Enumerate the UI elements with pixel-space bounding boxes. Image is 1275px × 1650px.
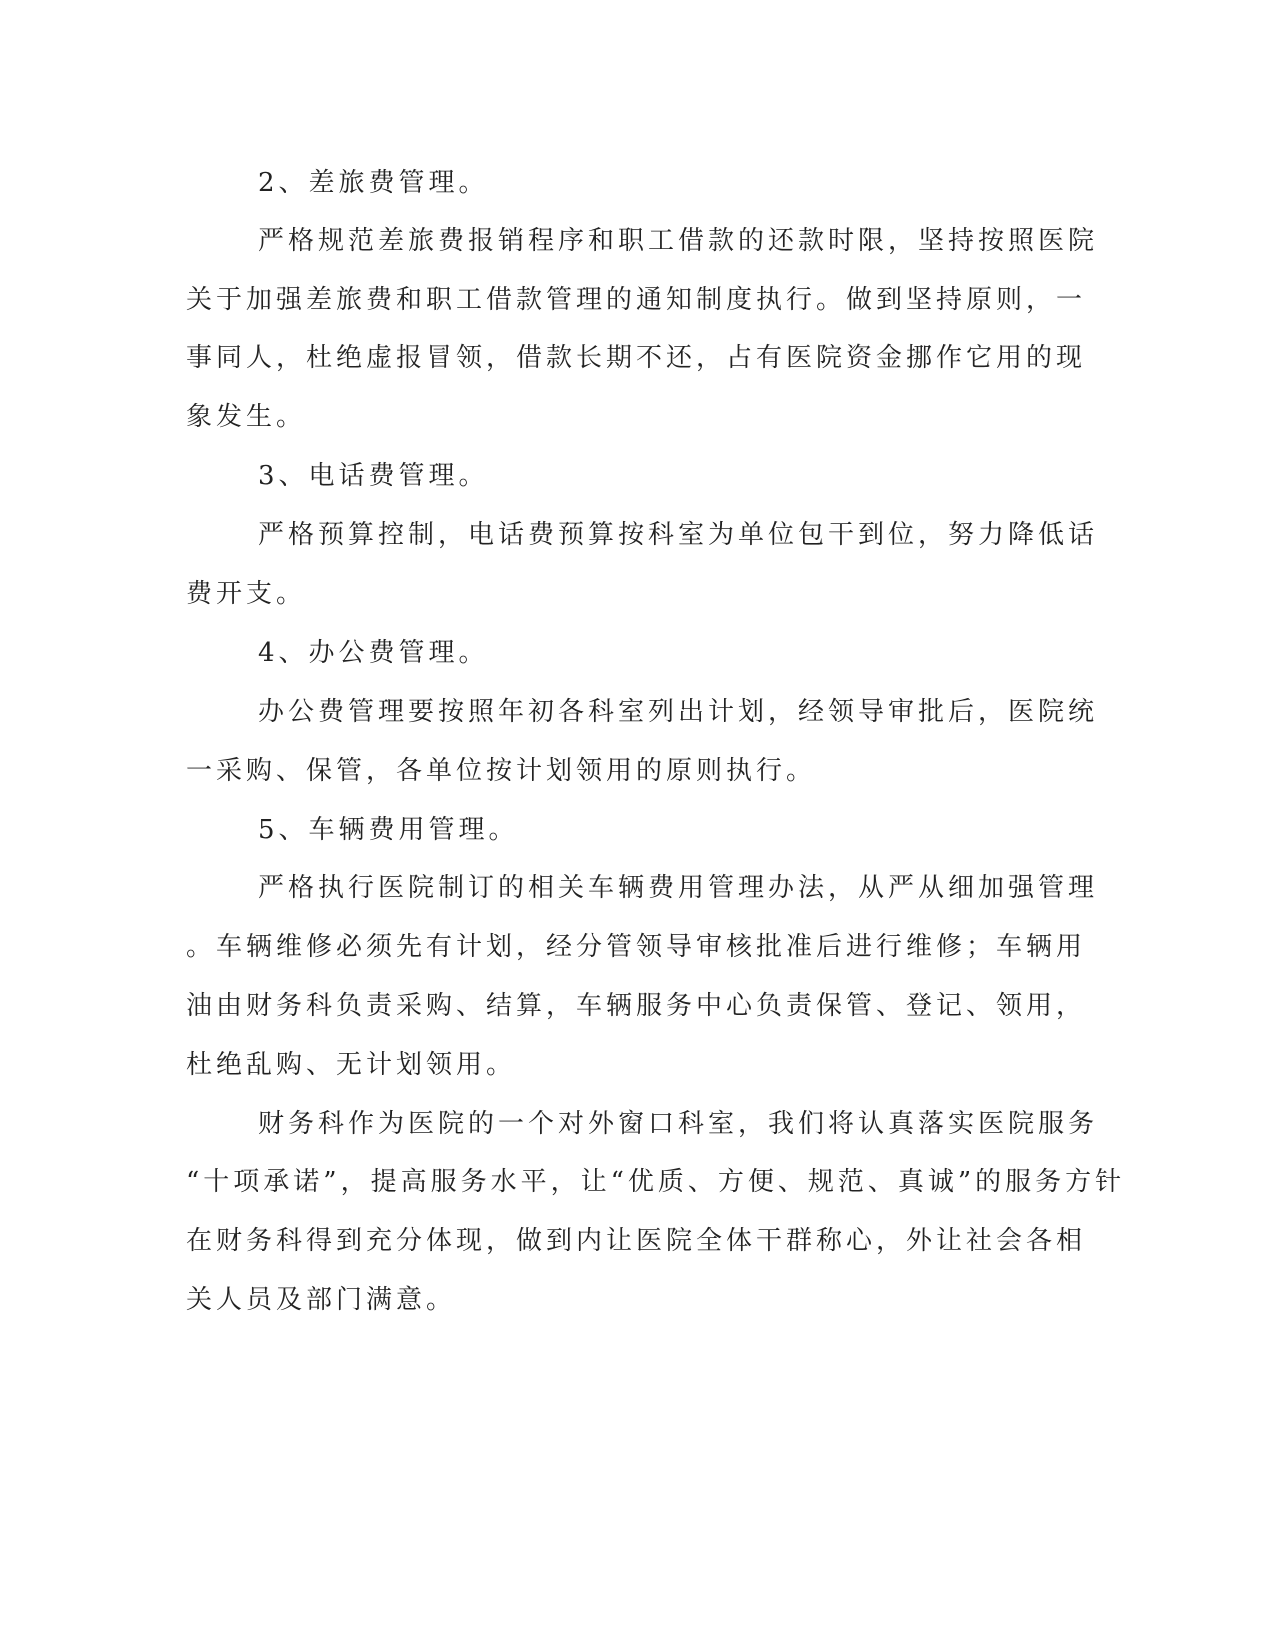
heading-phone-expenses: 3、电话费管理。: [258, 461, 489, 491]
paragraph-line: 关人员及部门满意。: [186, 1285, 457, 1315]
paragraph-line: 。车辆维修必须先有计划，经分管领导审核批准后进行维修；车辆用: [186, 932, 1087, 962]
paragraph-line: 象发生。: [186, 402, 307, 432]
paragraph-line: 一采购、保管，各单位按计划领用的原则执行。: [186, 756, 817, 786]
paragraph-line: 严格规范差旅费报销程序和职工借款的还款时限，坚持按照医院: [258, 226, 1099, 256]
paragraph-line: 在财务科得到充分体现，做到内让医院全体干群称心，外让社会各相: [186, 1226, 1087, 1256]
paragraph-line: 油由财务科负责采购、结算，车辆服务中心负责保管、登记、领用，: [186, 991, 1087, 1021]
heading-office-expenses: 4、办公费管理。: [258, 638, 489, 668]
paragraph-line: 关于加强差旅费和职工借款管理的通知制度执行。做到坚持原则，一: [186, 285, 1087, 315]
paragraph-line: 事同人，杜绝虚报冒领，借款长期不还，占有医院资金挪作它用的现: [186, 343, 1087, 373]
heading-vehicle-expenses: 5、车辆费用管理。: [258, 815, 519, 845]
paragraph-line: 杜绝乱购、无计划领用。: [186, 1050, 517, 1080]
heading-travel-expenses: 2、差旅费管理。: [258, 168, 489, 198]
paragraph-line: 财务科作为医院的一个对外窗口科室，我们将认真落实医院服务: [258, 1109, 1099, 1139]
paragraph-line: 办公费管理要按照年初各科室列出计划，经领导审批后，医院统: [258, 697, 1099, 727]
paragraph-line: 费开支。: [186, 579, 307, 609]
paragraph-line: “十项承诺”，提高服务水平，让“优质、方便、规范、真诚”的服务方针: [186, 1167, 1126, 1197]
paragraph-line: 严格预算控制，电话费预算按科室为单位包干到位，努力降低话: [258, 520, 1099, 550]
paragraph-line: 严格执行医院制订的相关车辆费用管理办法，从严从细加强管理: [258, 873, 1099, 903]
